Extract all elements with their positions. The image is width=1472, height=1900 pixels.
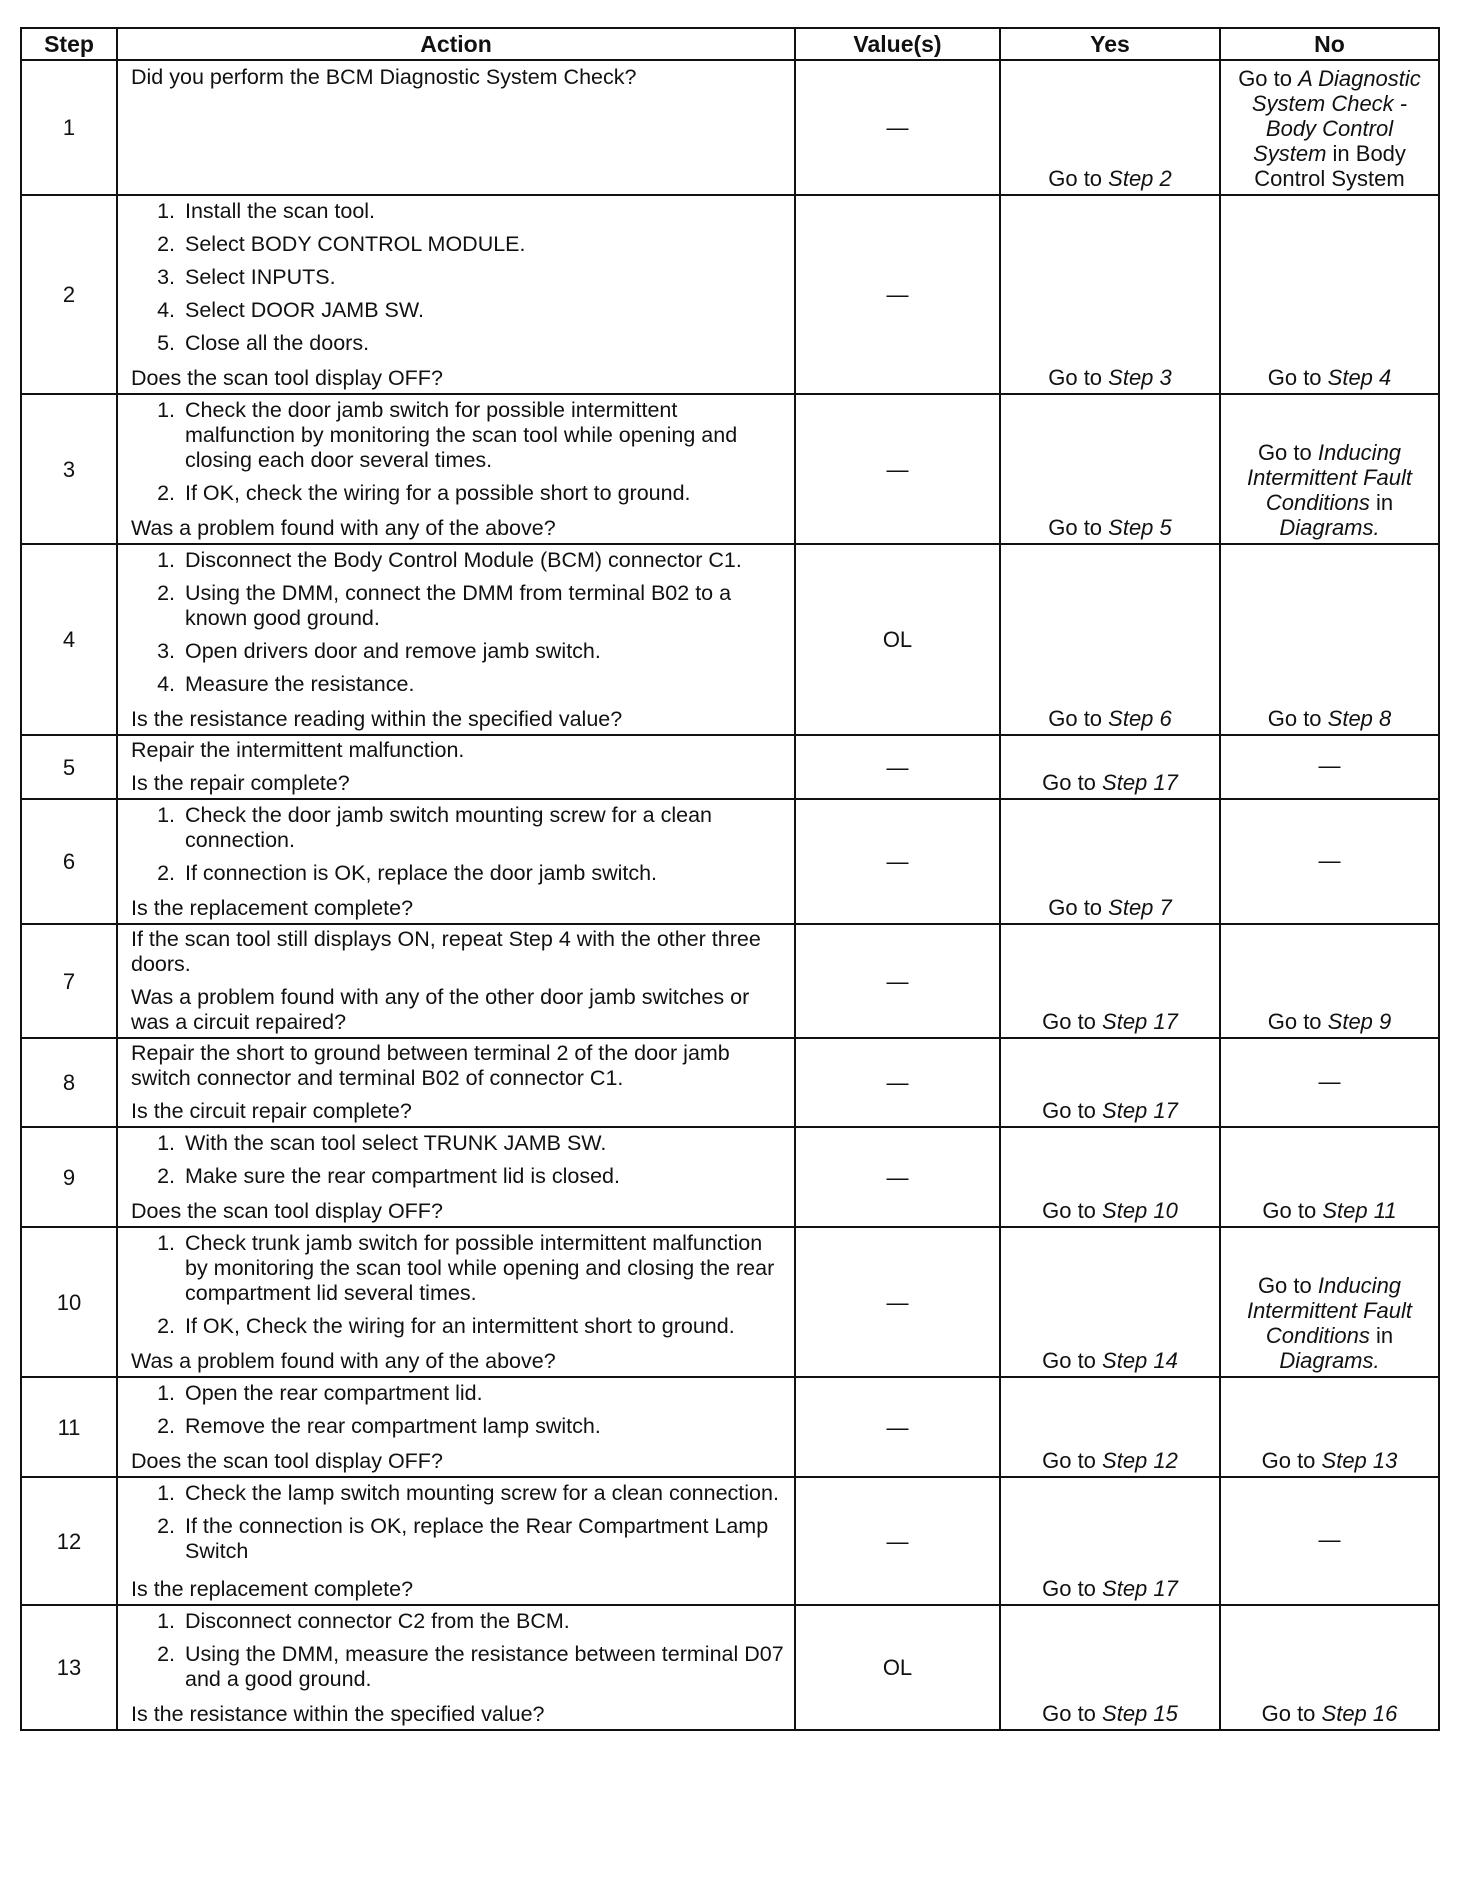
action-step-number: 3. [157,265,175,289]
table-row [21,1605,1439,1730]
no-reference-link[interactable]: Step 11 [1322,1198,1397,1223]
action-step-number: 1. [157,398,175,422]
action-step-item [131,1609,784,1634]
action-steps-list [131,199,784,356]
action-step-item [131,861,784,886]
yes-step-link[interactable]: Step 6 [1108,706,1172,731]
action-steps-list [131,1381,784,1439]
action-step-item [131,548,784,573]
action-content [131,198,784,391]
table-row [21,924,1439,1038]
yes-step-link[interactable]: Step 2 [1108,166,1172,191]
table-row [21,1477,1439,1605]
action-lead-text: Repair the short to ground between terminal 2 of the door jamb switch connector and terminal B02 of connector C1. [131,1041,730,1090]
yes-cell [1000,544,1220,735]
action-step-number: 1. [157,548,175,572]
action-lead-text: If the scan tool still displays ON, repeat Step 4 with the other three doors. [131,927,761,976]
value-cell: — [795,195,1000,394]
action-step-text: With the scan tool select TRUNK JAMB SW. [185,1131,607,1155]
no-reference-link[interactable]: Inducing Intermittent Fault Conditions [1246,440,1413,515]
action-instructions [131,927,784,983]
table-row [21,1127,1439,1227]
yes-cell [1000,195,1220,394]
yes-step-link[interactable]: Step 3 [1108,365,1172,390]
step-number: 6 [21,799,117,924]
action-cell [117,1477,795,1605]
action-steps-list [131,803,784,886]
header-row [21,28,1439,60]
action-step-text: Close all the doors. [185,331,370,355]
action-step-text: If OK, Check the wiring for an intermittent short to ground. [185,1314,735,1338]
value-cell: — [795,924,1000,1038]
action-content [131,1130,784,1224]
table-row [21,195,1439,394]
table-row [21,735,1439,799]
no-text: Go to [1257,440,1318,465]
action-instructions [131,738,784,769]
action-steps-list [131,1231,784,1339]
action-content [131,738,784,796]
no-cell [1220,1605,1439,1730]
action-step-number: 1. [157,1609,175,1633]
action-cell [117,1605,795,1730]
action-step-number: 2. [157,1414,175,1438]
value-cell: — [795,799,1000,924]
yes-prefix: Go to [1042,1098,1103,1123]
diagnostic-table-container [20,27,1438,1731]
action-step-number: 4. [157,672,175,696]
action-step-item [131,639,784,664]
yes-step-link[interactable]: Step 17 [1102,1098,1178,1123]
header-action: Action [117,28,795,60]
no-text: Go to [1238,66,1299,91]
table-row [21,544,1439,735]
no-text: — [1318,1527,1341,1552]
action-cell [117,1038,795,1127]
action-instructions [131,802,784,894]
action-steps-list [131,1481,784,1564]
action-question: Was a problem found with any of the other door jamb switches or was a circuit repaired? [131,985,750,1034]
step-number: 12 [21,1477,117,1605]
no-cell [1220,1227,1439,1377]
action-step-number: 1. [157,1381,175,1405]
action-instructions [131,1480,784,1572]
action-step-text: If connection is OK, replace the door jamb switch. [185,861,658,885]
no-reference-link[interactable]: Diagrams. [1279,515,1380,540]
yes-step-link[interactable]: Step 5 [1108,515,1172,540]
no-reference-link[interactable]: Diagrams. [1279,1348,1380,1373]
value-cell: — [795,1127,1000,1227]
action-step-number: 1. [157,1131,175,1155]
yes-prefix: Go to [1042,1448,1103,1473]
step-number: 4 [21,544,117,735]
yes-cell [1000,60,1220,195]
action-step-number: 2. [157,581,175,605]
action-question: Does the scan tool display OFF? [131,1199,443,1223]
action-content [131,927,784,1035]
action-step-text: Make sure the rear compartment lid is closed. [185,1164,620,1188]
step-number: 8 [21,1038,117,1127]
step-number: 3 [21,394,117,544]
yes-cell [1000,799,1220,924]
action-instructions [131,1130,784,1197]
yes-prefix: Go to [1048,515,1109,540]
action-step-item [131,1231,784,1306]
action-step-number: 4. [157,298,175,322]
action-question: Did you perform the BCM Diagnostic System Check? [131,65,637,89]
action-question: Is the resistance within the specified value? [131,1702,545,1726]
value-cell: — [795,1038,1000,1127]
action-step-text: Remove the rear compartment lamp switch. [185,1414,601,1438]
table-body [21,60,1439,1730]
yes-cell [1000,1605,1220,1730]
action-question: Is the replacement complete? [131,1577,414,1601]
action-question: Is the circuit repair complete? [131,1099,412,1123]
yes-prefix: Go to [1048,166,1109,191]
no-text: — [1318,753,1341,778]
yes-cell [1000,924,1220,1038]
action-steps-list [131,1131,784,1189]
no-cell [1220,544,1439,735]
no-text: in [1369,1323,1394,1348]
action-cell [117,924,795,1038]
yes-prefix: Go to [1042,1701,1103,1726]
step-number: 2 [21,195,117,394]
action-step-text: Check trunk jamb switch for possible intermittent malfunction by monitoring the scan tool while opening and closing the rear compartment lid several times. [185,1231,775,1305]
action-step-item [131,1414,784,1439]
action-question: Is the replacement complete? [131,896,414,920]
action-cell [117,394,795,544]
action-step-text: If OK, check the wiring for a possible short to ground. [185,481,691,505]
action-question: Is the resistance reading within the specified value? [131,707,623,731]
yes-step-link[interactable]: Step 17 [1102,1576,1178,1601]
action-step-text: Select INPUTS. [185,265,336,289]
action-content [131,397,784,541]
no-reference-link[interactable]: Step 4 [1327,365,1392,390]
yes-step-link[interactable]: Step 17 [1102,770,1178,795]
action-step-item [131,265,784,290]
action-step-item [131,1314,784,1339]
action-instructions [131,1608,784,1700]
action-step-text: Measure the resistance. [185,672,415,696]
action-step-number: 3. [157,639,175,663]
action-content [131,1380,784,1474]
value-cell: OL [795,544,1000,735]
action-step-number: 5. [157,331,175,355]
action-step-item [131,1642,784,1692]
action-step-text: Disconnect the Body Control Module (BCM) connector C1. [185,548,742,572]
no-text: Go to [1267,706,1328,731]
no-text: Go to [1267,1009,1328,1034]
no-cell [1220,1127,1439,1227]
value-cell: — [795,394,1000,544]
action-instructions [131,397,784,514]
no-cell [1220,735,1439,799]
yes-prefix: Go to [1042,1198,1103,1223]
action-step-text: Check the door jamb switch for possible intermittent malfunction by monitoring the scan tool while opening and closing each door several times. [185,398,738,472]
action-content [131,1480,784,1602]
step-number: 9 [21,1127,117,1227]
no-text: Go to [1261,1448,1322,1473]
yes-prefix: Go to [1042,1348,1103,1373]
no-reference-link[interactable]: Inducing Intermittent Fault Conditions [1246,1273,1413,1348]
no-reference-link[interactable]: A Diagnostic System Check - Body Control System [1251,66,1421,166]
action-step-text: Select DOOR JAMB SW. [185,298,424,322]
action-step-item [131,298,784,323]
action-step-number: 1. [157,1481,175,1505]
action-step-text: Check the lamp switch mounting screw for a clean connection. [185,1481,779,1505]
action-instructions [131,1380,784,1447]
no-cell [1220,60,1439,195]
yes-cell [1000,1477,1220,1605]
step-number: 7 [21,924,117,1038]
action-instructions [131,1230,784,1347]
action-cell [117,195,795,394]
action-instructions [131,198,784,364]
action-step-item [131,1164,784,1189]
diagnostic-table [20,27,1440,1731]
action-cell [117,735,795,799]
action-step-item [131,1381,784,1406]
action-instructions [131,1041,784,1097]
no-reference-link[interactable]: Step 9 [1327,1009,1392,1034]
no-reference-link[interactable]: Step 13 [1321,1448,1398,1473]
header-step: Step [21,28,117,60]
header-no: No [1220,28,1439,60]
action-content [131,1230,784,1374]
yes-step-link[interactable]: Step 14 [1102,1348,1178,1373]
action-instructions [131,63,784,90]
action-step-number: 2. [157,1164,175,1188]
no-text: — [1318,847,1341,873]
no-cell [1220,1477,1439,1605]
action-step-number: 2. [157,861,175,885]
action-cell [117,544,795,735]
no-cell [1220,195,1439,394]
action-content [131,547,784,732]
no-text: Go to [1267,365,1328,390]
no-text: — [1318,1068,1341,1094]
step-number: 5 [21,735,117,799]
yes-cell [1000,735,1220,799]
no-text: in Body Control System [1254,141,1406,191]
action-content [131,1041,784,1124]
action-step-item [131,481,784,506]
no-cell [1220,394,1439,544]
action-cell [117,1227,795,1377]
yes-cell [1000,1227,1220,1377]
table-row [21,60,1439,195]
action-step-item [131,1514,784,1564]
table-row [21,394,1439,544]
no-cell [1220,799,1439,924]
action-step-text: Open the rear compartment lid. [185,1381,483,1405]
value-cell: — [795,60,1000,195]
yes-prefix: Go to [1042,1009,1103,1034]
no-text: Go to [1262,1198,1323,1223]
yes-cell [1000,1377,1220,1477]
action-step-number: 2. [157,1314,175,1338]
action-cell [117,799,795,924]
yes-step-link[interactable]: Step 7 [1108,895,1172,920]
no-reference-link[interactable]: Step 8 [1327,706,1392,731]
table-row [21,1227,1439,1377]
value-cell: — [795,1377,1000,1477]
action-step-text: Disconnect connector C2 from the BCM. [185,1609,570,1633]
header-yes: Yes [1000,28,1220,60]
action-step-item [131,398,784,473]
action-step-item [131,199,784,224]
action-cell [117,1127,795,1227]
value-cell: — [795,735,1000,799]
action-steps-list [131,548,784,697]
action-cell [117,60,795,195]
action-instructions [131,547,784,705]
action-steps-list [131,398,784,506]
action-step-item [131,232,784,257]
action-step-item [131,803,784,853]
step-number: 11 [21,1377,117,1477]
action-step-number: 2. [157,1514,175,1538]
yes-prefix: Go to [1048,365,1109,390]
yes-prefix: Go to [1042,770,1103,795]
step-number: 1 [21,60,117,195]
yes-cell [1000,1038,1220,1127]
action-question: Is the repair complete? [131,771,350,795]
table-row [21,1038,1439,1127]
header-values: Value(s) [795,28,1000,60]
no-text: Go to [1261,1701,1322,1726]
action-step-text: Open drivers door and remove jamb switch. [185,639,601,663]
action-step-text: Select BODY CONTROL MODULE. [185,232,526,256]
action-step-text: If the connection is OK, replace the Rear Compartment Lamp Switch [185,1514,769,1563]
action-step-text: Using the DMM, connect the DMM from terminal B02 to a known good ground. [185,581,732,630]
action-step-number: 1. [157,1231,175,1255]
no-text: Go to [1257,1273,1318,1298]
action-step-item [131,1131,784,1156]
no-reference-link[interactable]: Step 16 [1321,1701,1398,1726]
action-question: Does the scan tool display OFF? [131,1449,443,1473]
yes-step-link[interactable]: Step 12 [1102,1448,1178,1473]
action-step-item [131,672,784,697]
yes-step-link[interactable]: Step 10 [1102,1198,1178,1223]
action-content [131,1608,784,1727]
no-text: in [1369,490,1394,515]
action-step-text: Check the door jamb switch mounting screw for a clean connection. [185,803,712,852]
yes-prefix: Go to [1048,895,1109,920]
action-question: Was a problem found with any of the above? [131,516,556,540]
value-cell: OL [795,1605,1000,1730]
action-step-number: 2. [157,1642,175,1666]
action-step-number: 1. [157,199,175,223]
action-step-item [131,581,784,631]
action-step-text: Install the scan tool. [185,199,376,223]
action-content [131,63,784,192]
action-step-number: 2. [157,481,175,505]
no-cell [1220,924,1439,1038]
value-cell: — [795,1477,1000,1605]
yes-step-link[interactable]: Step 17 [1102,1009,1178,1034]
action-step-text: Using the DMM, measure the resistance between terminal D07 and a good ground. [185,1642,784,1691]
action-lead-text: Repair the intermittent malfunction. [131,738,465,762]
action-question: Does the scan tool display OFF? [131,366,443,390]
action-step-item [131,331,784,356]
action-content [131,802,784,921]
action-step-number: 1. [157,803,175,827]
yes-prefix: Go to [1048,706,1109,731]
yes-step-link[interactable]: Step 15 [1102,1701,1178,1726]
no-cell [1220,1038,1439,1127]
action-step-item [131,1481,784,1506]
value-cell: — [795,1227,1000,1377]
yes-prefix: Go to [1042,1576,1103,1601]
table-row [21,1377,1439,1477]
step-number: 13 [21,1605,117,1730]
action-cell [117,1377,795,1477]
action-step-number: 2. [157,232,175,256]
no-cell [1220,1377,1439,1477]
action-steps-list [131,1609,784,1692]
table-row [21,799,1439,924]
yes-cell [1000,394,1220,544]
yes-cell [1000,1127,1220,1227]
action-question: Was a problem found with any of the above? [131,1349,556,1373]
step-number: 10 [21,1227,117,1377]
